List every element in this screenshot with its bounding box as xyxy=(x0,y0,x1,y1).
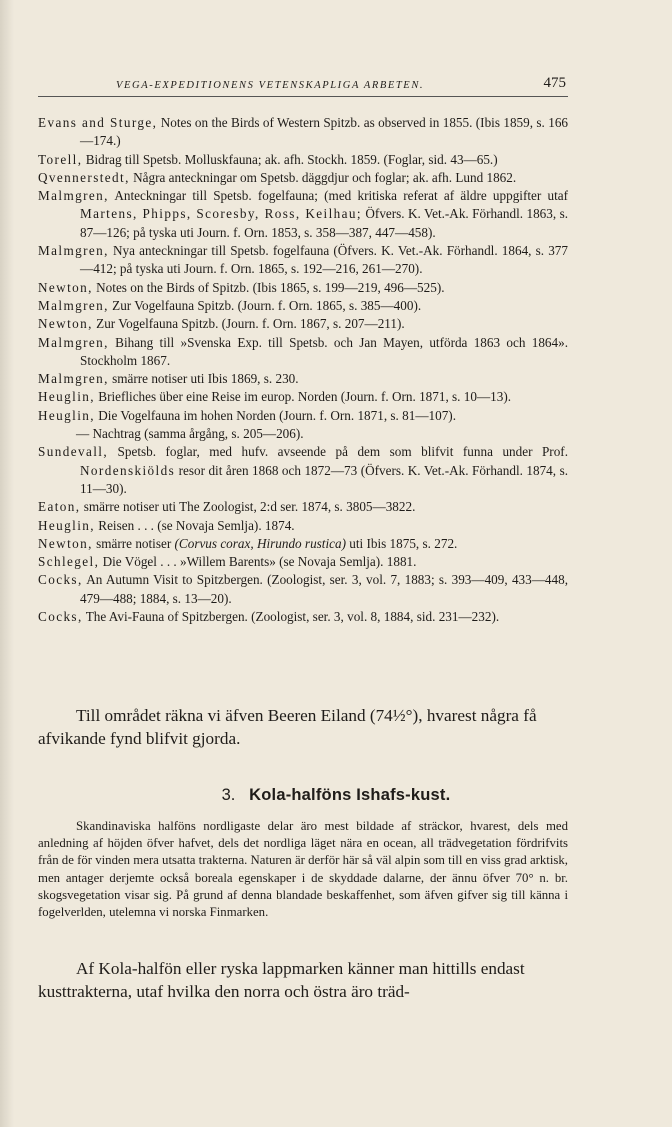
beeren-eiland-paragraph: Till området räkna vi äfven Beeren Eiland (74½°), hvarest några få afvikande fynd blifvit gjorda. xyxy=(38,706,537,748)
reference-author: Heuglin, xyxy=(38,407,95,423)
reference-entry xyxy=(38,279,568,297)
section-number: 3. xyxy=(221,786,236,804)
reference-text: Die Vogelfauna im hohen Norden (Journ. f. Orn. 1871, s. 81—107). xyxy=(94,407,456,423)
reference-author: Cocks, xyxy=(38,609,83,625)
reference-author: Qvennerstedt, xyxy=(38,169,130,185)
reference-entry xyxy=(38,187,568,242)
page-edge-shadow xyxy=(0,0,14,1127)
reference-text: The Avi-Fauna of Spitzbergen. (Zoologist, ser. 3, vol. 8, 1884, sid. 231—232). xyxy=(82,609,500,625)
reference-entry xyxy=(38,571,568,608)
reference-author: Malmgren, xyxy=(38,371,109,387)
reference-entry xyxy=(38,151,568,169)
reference-entry xyxy=(38,407,568,425)
reference-entry xyxy=(38,114,568,151)
reference-text: Zur Vogelfauna Spitzb. (Journ. f. Orn. 1865, s. 385—400). xyxy=(108,297,422,313)
reference-text: Bihang till »Svenska Exp. till Spetsb. och Jan Mayen, utförda 1863 och 1864». Stockholm 1867. xyxy=(80,334,568,368)
section-title: Kola-halföns Ishafs-kust. xyxy=(249,786,451,804)
reference-text-cont: Öfvers. K. Vet.-Ak. Förhandl. 1863, s. 87—126; på tyska uti Journ. f. Orn. 1853, s. 358—387, 447—458). xyxy=(80,206,569,240)
reference-text: smärre notiser xyxy=(92,535,175,551)
page-number: 475 xyxy=(543,75,566,91)
reference-entry xyxy=(38,425,568,443)
reference-text: Bidrag till Spetsb. Molluskfauna; ak. afh. Stockh. 1859. (Foglar, sid. 43—65.) xyxy=(82,151,498,167)
reference-author: Heuglin, xyxy=(38,517,95,533)
reference-text: Notes on the Birds of Spitzb. (Ibis 1865, s. 199—219, 496—525). xyxy=(92,279,445,295)
reference-entry xyxy=(38,443,568,498)
reference-entry xyxy=(38,169,568,187)
reference-species: (Corvus corax, Hirundo rustica) xyxy=(174,535,346,551)
reference-author: Evans and Sturge, xyxy=(38,115,158,130)
header-rule xyxy=(38,96,568,97)
kola-paragraph: Af Kola-halfön eller ryska lappmarken känner man hittills endast kusttrakterna, utaf hvilka den norra och östra äro träd- xyxy=(38,959,525,1001)
reference-entry xyxy=(38,315,568,333)
reference-author: Schlegel, xyxy=(38,554,100,570)
reference-author: Malmgren, xyxy=(38,297,109,313)
reference-names: Nordenskiölds xyxy=(80,462,176,478)
reference-author: Malmgren, xyxy=(38,243,109,259)
reference-entry xyxy=(38,608,568,626)
reference-author: Newton, xyxy=(38,535,93,551)
reference-entry xyxy=(38,388,568,406)
reference-entry xyxy=(38,370,568,388)
reference-names: Martens, Phipps, Scoresby, Ross, Keilhau; xyxy=(80,206,362,222)
reference-list xyxy=(38,114,568,626)
section-intro-paragraph: Skandinaviska halföns nordligaste delar äro mest bildade af sträckor, hvarest, dels med anledning af höjden öfver hafvet, dels det nordliga läget nära en ocean, all trädvegetation fördrifvits från de för vinden mera utsatta trakterna. Naturen är derför här så väl alpin som till en viss grad arktisk, men antager derjemte också boreala egenskaper i de skyddade dalarne, der ännu öfver 70° n. br. skogsvegetation visar sig. På grund af denna blandade beskaffenhet, som äfven gifver sig till känna i fogelverlden, utelemna vi norska Finmarken. xyxy=(38,819,568,920)
reference-text: smärre notiser uti The Zoologist, 2:d ser. 1874, s. 3805—3822. xyxy=(80,499,416,515)
reference-entry xyxy=(38,334,568,371)
reference-author: Torell, xyxy=(38,151,83,167)
reference-text-cont: uti Ibis 1875, s. 272. xyxy=(345,535,458,551)
running-title: VEGA-EXPEDITIONENS VETENSKAPLIGA ARBETEN. xyxy=(116,80,425,91)
reference-author: Newton, xyxy=(38,316,93,332)
reference-text: Notes on the Birds of Western Spitzb. as observed in 1855. (Ibis 1859, s. 166—174.) xyxy=(80,115,569,149)
reference-text: Die Vögel . . . »Willem Barents» (se Novaja Semlja). 1881. xyxy=(99,554,417,570)
reference-text: Zur Vogelfauna Spitzb. (Journ. f. Orn. 1867, s. 207—211). xyxy=(92,316,405,332)
reference-text: Anteckningar till Spetsb. fogelfauna; (med kritiska referat af äldre uppgifter utaf xyxy=(108,188,568,204)
reference-entry xyxy=(38,553,568,571)
reference-text: smärre notiser uti Ibis 1869, s. 230. xyxy=(108,371,299,387)
reference-entry xyxy=(38,517,568,535)
reference-entry xyxy=(38,242,568,279)
reference-text: Briefliches über eine Reise im europ. Norden (Journ. f. Orn. 1871, s. 10—13). xyxy=(94,389,512,405)
reference-text: An Autumn Visit to Spitzbergen. (Zoologist, ser. 3, vol. 7, 1883; s. 393—409, 433—448, 479—488; 1884, s. 13—20). xyxy=(80,572,568,606)
reference-text: — Nachtrag (samma årgång, s. 205—206). xyxy=(76,426,304,442)
reference-author: Malmgren, xyxy=(38,334,109,350)
reference-author: Eaton, xyxy=(38,499,81,515)
reference-text: Några anteckningar om Spetsb. däggdjur och foglar; ak. afh. Lund 1862. xyxy=(129,169,517,185)
reference-entry xyxy=(38,535,568,553)
reference-author: Malmgren, xyxy=(38,188,109,204)
reference-text: Reisen . . . (se Novaja Semlja). 1874. xyxy=(94,517,295,533)
reference-author: Sundevall, xyxy=(38,444,109,460)
reference-entry xyxy=(38,498,568,516)
reference-entry xyxy=(38,297,568,315)
reference-author: Newton, xyxy=(38,279,93,295)
section-heading xyxy=(0,786,672,805)
running-header xyxy=(116,75,566,98)
reference-author: Heuglin, xyxy=(38,389,95,405)
reference-text-cont: resor dit åren 1868 och 1872—73 (Öfvers. K. Vet.-Ak. Förhandl. 1874, s. 11—30). xyxy=(80,462,568,496)
reference-text: Spetsb. foglar, med hufv. avseende på dem som blifvit funna under Prof. xyxy=(108,444,568,460)
reference-text: Nya anteckningar till Spetsb. fogelfauna (Öfvers. K. Vet.-Ak. Förhandl. 1864, s. 377—412; på tyska uti Journ. f. Orn. 1865, s. 192—216, 261—270). xyxy=(80,243,568,277)
reference-author: Cocks, xyxy=(38,572,83,588)
